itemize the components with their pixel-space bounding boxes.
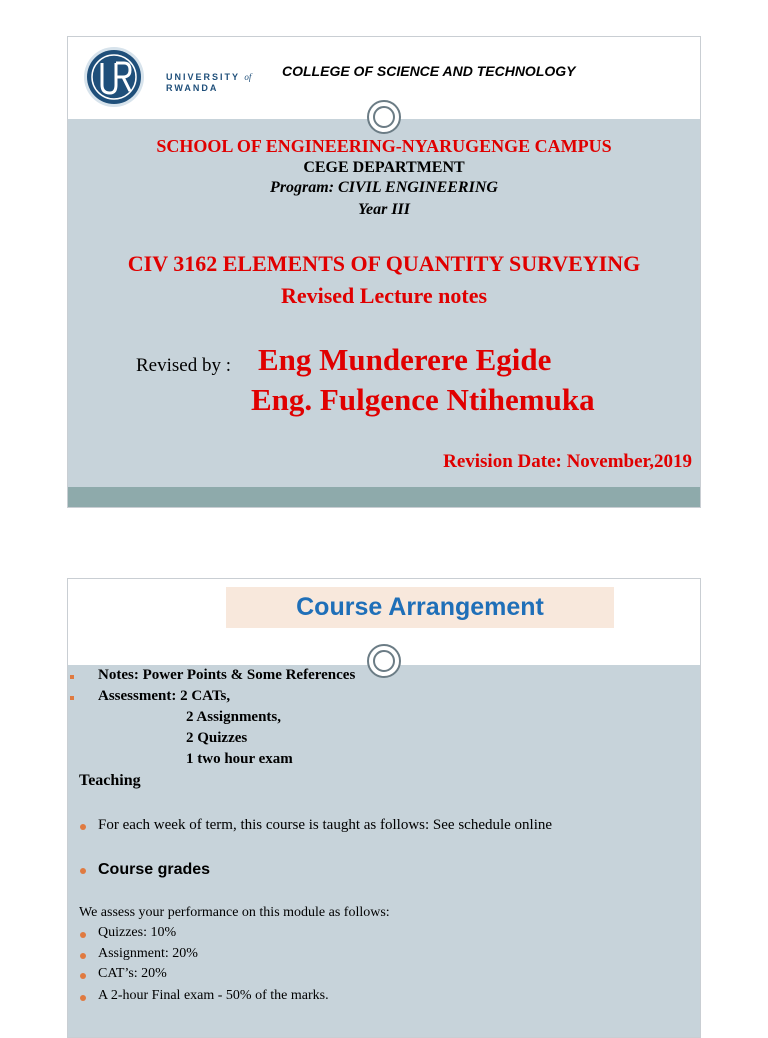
round-bullet-icon xyxy=(80,868,86,874)
grades-heading: Course grades xyxy=(98,861,211,878)
footer-band xyxy=(68,487,700,508)
round-bullet-icon xyxy=(80,932,86,938)
school-name: SCHOOL OF ENGINEERING-NYARUGENGE CAMPUS xyxy=(156,136,612,156)
teaching-item: For each week of term, this course is taught as follows: See schedule online xyxy=(98,817,553,833)
revised-by-label: Revised by : xyxy=(136,355,231,376)
assessment-line: 2 Assignments, xyxy=(186,709,282,725)
round-bullet-icon xyxy=(80,824,86,830)
year: Year III xyxy=(357,201,410,218)
grade-item: Quizzes: 10% xyxy=(98,925,177,940)
slide-course-arrangement xyxy=(67,578,701,1038)
author-2: Eng. Fulgence Ntihemuka xyxy=(251,382,595,417)
grade-item: A 2-hour Final exam - 50% of the marks. xyxy=(98,988,329,1003)
notes-item: Notes: Power Points & Some References xyxy=(98,667,356,683)
revision-date: Revision Date: November,2019 xyxy=(443,451,692,472)
round-bullet-icon xyxy=(80,995,86,1001)
grade-item: CAT’s: 20% xyxy=(98,966,167,981)
teaching-heading: Teaching xyxy=(79,772,141,789)
grade-item: Assignment: 20% xyxy=(98,946,198,961)
course-title: CIV 3162 ELEMENTS OF QUANTITY SURVEYING xyxy=(127,251,641,276)
program: Program: CIVIL ENGINEERING xyxy=(270,179,498,196)
subtitle: Revised Lecture notes xyxy=(280,283,488,308)
assessment-line: 2 Quizzes xyxy=(186,730,248,746)
square-bullet-icon xyxy=(70,696,74,700)
round-bullet-icon xyxy=(80,973,86,979)
slide-title: Course Arrangement xyxy=(296,593,544,621)
author-1: Eng Munderere Egide xyxy=(258,342,552,377)
square-bullet-icon xyxy=(70,675,74,679)
assess-intro: We assess your performance on this module as follows: xyxy=(79,905,390,920)
binder-ring-icon xyxy=(367,100,401,134)
round-bullet-icon xyxy=(80,953,86,959)
title-box xyxy=(226,587,614,628)
assessment-line: 1 two hour exam xyxy=(186,751,293,767)
logo-wordmark: UNIVERSITY of RWANDA xyxy=(166,72,252,93)
assessment-item: Assessment: 2 CATs, xyxy=(98,688,231,704)
slide-title xyxy=(67,36,701,508)
ur-emblem-icon xyxy=(80,45,150,109)
department: CEGE DEPARTMENT xyxy=(303,159,465,176)
binder-ring-icon xyxy=(367,644,401,678)
college-name: COLLEGE OF SCIENCE AND TECHNOLOGY xyxy=(282,63,576,79)
university-logo xyxy=(80,45,260,109)
